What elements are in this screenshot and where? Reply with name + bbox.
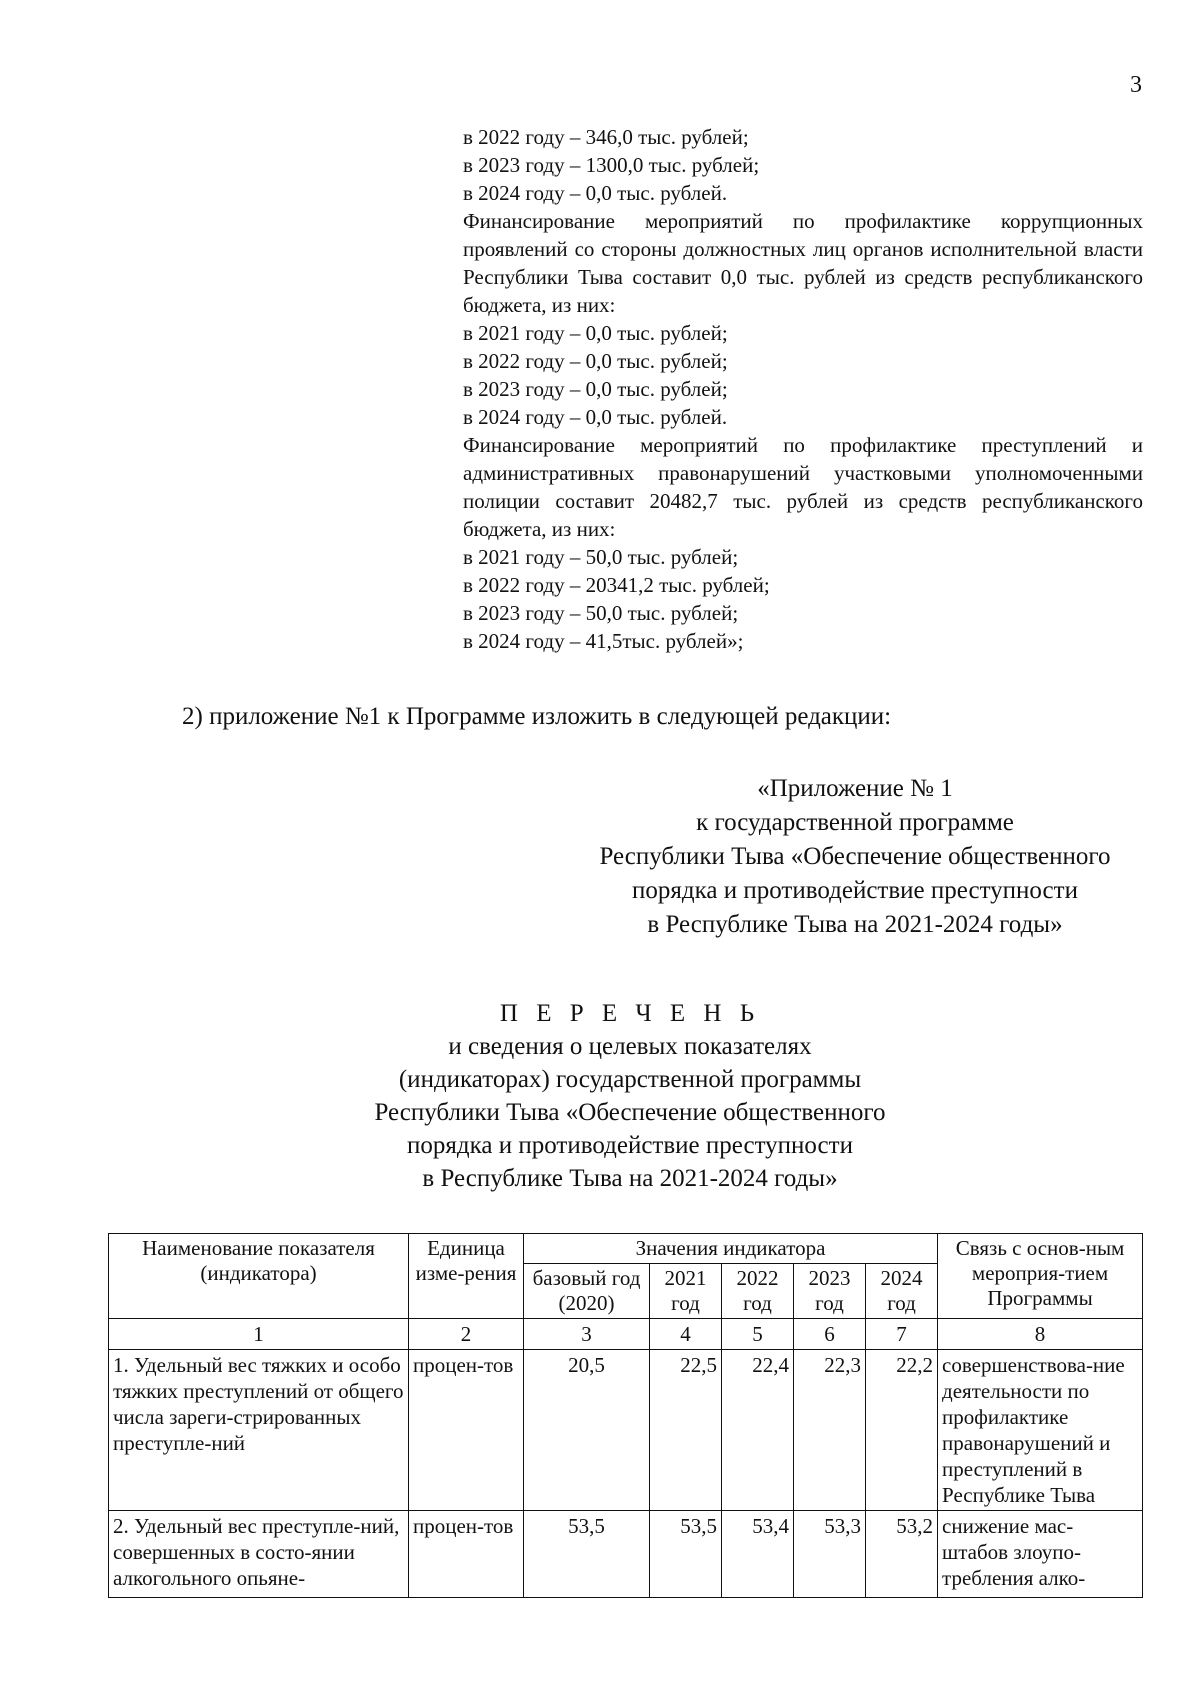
financing-paragraph-police: Финансирование мероприятий по профилактике преступлений и административных правонарушений участковыми уполномоченными полиции составит 20482,7 тыс. рублей из средств республиканского бюджета, из них: — [463, 433, 1143, 541]
financing-line: в 2022 году – 20341,2 тыс. рублей; — [463, 573, 770, 597]
list-title-line: (индикаторах) государственной программы — [398, 1066, 862, 1093]
list-title-line: в Республике Тыва на 2021-2024 годы» — [422, 1165, 838, 1192]
indicators-table — [108, 1233, 1143, 1598]
header-2023: 2023 год — [794, 1264, 866, 1319]
list-title-line: порядка и противодействие преступности — [407, 1132, 853, 1159]
column-number: 3 — [524, 1319, 650, 1350]
header-2021: 2021 год — [650, 1264, 722, 1319]
column-number: 5 — [722, 1319, 794, 1350]
appendix-heading-line: порядка и противодействие преступности — [632, 877, 1078, 904]
header-base-year: базовый год (2020) — [524, 1264, 650, 1319]
table-header-row — [109, 1234, 1143, 1264]
indicator-base: 53,5 — [524, 1511, 650, 1598]
table-row — [109, 1350, 1143, 1511]
column-number: 4 — [650, 1319, 722, 1350]
column-number: 2 — [409, 1319, 524, 1350]
header-unit: Единица изме-рения — [409, 1234, 524, 1319]
indicator-2024: 53,2 — [866, 1511, 938, 1598]
indicator-2021: 22,5 — [650, 1350, 722, 1511]
header-link: Связь с основ-ным мероприя-тием Программы — [938, 1234, 1143, 1319]
financing-line: в 2024 году – 0,0 тыс. рублей. — [463, 181, 728, 205]
financing-line: в 2021 году – 50,0 тыс. рублей; — [463, 545, 739, 569]
financing-line: в 2023 году – 1300,0 тыс. рублей; — [463, 153, 760, 177]
header-2024: 2024 год — [866, 1264, 938, 1319]
list-title-line: Республики Тыва «Обеспечение общественного — [374, 1099, 886, 1126]
indicator-base: 20,5 — [524, 1350, 650, 1511]
indicator-2022: 22,4 — [722, 1350, 794, 1511]
indicator-2022: 53,4 — [722, 1511, 794, 1598]
list-title-line: и сведения о целевых показателях — [448, 1033, 812, 1060]
indicator-2023: 53,3 — [794, 1511, 866, 1598]
financing-line: в 2023 году – 50,0 тыс. рублей; — [463, 601, 739, 625]
column-number-row — [109, 1319, 1143, 1350]
column-number: 7 — [866, 1319, 938, 1350]
financing-line: в 2024 году – 41,5тыс. рублей»; — [463, 629, 744, 653]
list-title — [300, 997, 960, 1195]
indicator-name: 2. Удельный вес преступле-ний, совершенных в состо-янии алкогольного опьяне- — [109, 1511, 409, 1598]
table-row — [109, 1511, 1143, 1598]
column-number: 8 — [938, 1319, 1143, 1350]
header-2022: 2022 год — [722, 1264, 794, 1319]
appendix-heading-line: «Приложение № 1 — [757, 775, 953, 802]
column-number: 6 — [794, 1319, 866, 1350]
indicator-2021: 53,5 — [650, 1511, 722, 1598]
list-title-main: П Е Р Е Ч Е Н Ь — [499, 1000, 761, 1027]
financing-line: в 2022 году – 0,0 тыс. рублей; — [463, 349, 728, 373]
appendix-heading — [550, 772, 1160, 942]
appendix-heading-line: к государственной программе — [696, 809, 1014, 836]
financing-line: в 2023 году – 0,0 тыс. рублей; — [463, 377, 728, 401]
appendix-heading-line: в Республике Тыва на 2021-2024 годы» — [647, 911, 1063, 938]
indicator-unit: процен-тов — [409, 1350, 524, 1511]
indicator-name: 1. Удельный вес тяжких и особо тяжких преступлений от общего числа зареги-стрированных преступле-ний — [109, 1350, 409, 1511]
column-number: 1 — [109, 1319, 409, 1350]
financing-line: в 2022 году – 346,0 тыс. рублей; — [463, 125, 749, 149]
indicator-link: снижение мас-штабов злоупо-требления алко- — [938, 1511, 1143, 1598]
page-number: 3 — [1130, 72, 1142, 98]
header-name: Наименование показателя (индикатора) — [109, 1234, 409, 1319]
header-values-group: Значения индикатора — [524, 1234, 938, 1264]
financing-line: в 2024 году – 0,0 тыс. рублей. — [463, 405, 728, 429]
financing-paragraph-anticorruption: Финансирование мероприятий по профилактике коррупционных проявлений со стороны должностных лиц органов исполнительной власти Республики Тыва составит 0,0 тыс. рублей из средств республиканского бюджета, из них: — [463, 209, 1143, 317]
amendment-instruction: 2) приложение №1 к Программе изложить в следующей редакции: — [182, 703, 892, 730]
indicator-unit: процен-тов — [409, 1511, 524, 1598]
appendix-heading-line: Республики Тыва «Обеспечение общественного — [599, 843, 1111, 870]
indicator-link: совершенствова-ние деятельности по профилактике правонарушений и преступлений в Республике Тыва — [938, 1350, 1143, 1511]
financing-line: в 2021 году – 0,0 тыс. рублей; — [463, 321, 728, 345]
financing-block — [463, 123, 1143, 655]
indicator-2023: 22,3 — [794, 1350, 866, 1511]
indicator-2024: 22,2 — [866, 1350, 938, 1511]
